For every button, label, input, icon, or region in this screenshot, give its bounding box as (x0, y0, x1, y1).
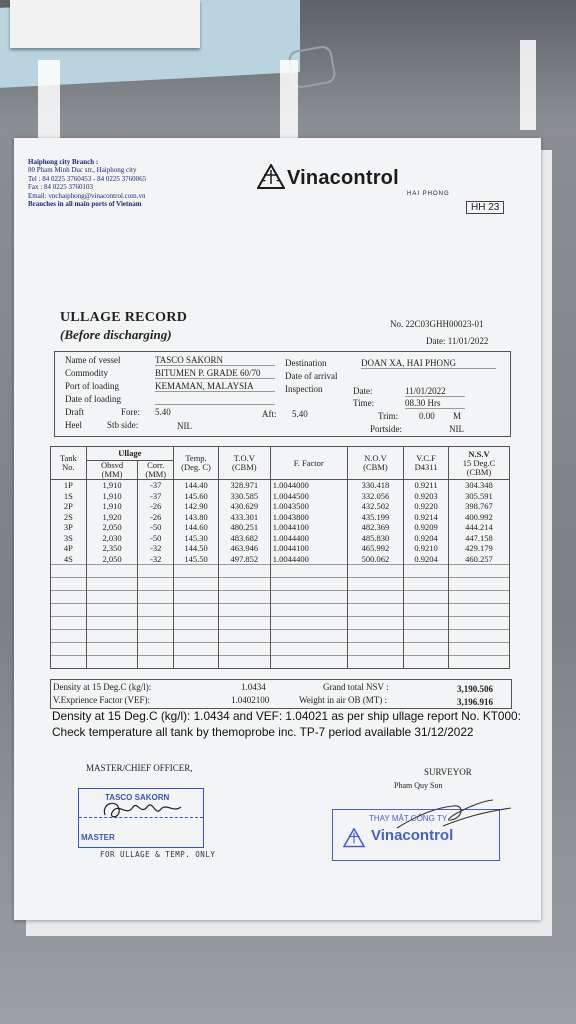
table-cell: 1.0044100 (270, 522, 347, 533)
table-cell: -50 (138, 522, 174, 533)
table-empty-cell (448, 630, 509, 643)
table-cell: 1.0044100 (270, 543, 347, 554)
light-reflection (38, 60, 60, 150)
table-empty-cell (270, 591, 347, 604)
table-empty-cell (448, 578, 509, 591)
table-cell: 444.214 (448, 522, 509, 533)
table-empty-row (51, 591, 510, 604)
table-empty-cell (218, 565, 270, 578)
insp-date-label: Date: (353, 386, 373, 396)
table-empty-cell (270, 565, 347, 578)
table-empty-cell (347, 617, 403, 630)
table-cell: 400.992 (448, 512, 509, 523)
destination-value: DOAN XA, HAI PHONG (361, 358, 496, 369)
inspection-label: Inspection (285, 384, 323, 394)
col-ullage: Ullage (86, 447, 173, 461)
table-cell: 0.9214 (404, 512, 449, 523)
trim-unit: M (453, 411, 462, 421)
port-label: Port of loading (65, 381, 119, 391)
stb-label: Stb side: (107, 420, 139, 430)
table-cell: 332.056 (347, 491, 403, 502)
vef-value: 1.0402100 (231, 695, 270, 705)
grand-total-value: 3,190.506 (457, 684, 493, 694)
time-value: 08.30 Hrs (405, 398, 465, 409)
table-empty-row (51, 578, 510, 591)
table-cell: 2P (51, 501, 87, 512)
vef-label: V.Exprience Factor (VEF): (53, 695, 151, 705)
table-row (51, 491, 510, 502)
table-cell: 330.585 (218, 491, 270, 502)
table-cell: 3P (51, 522, 87, 533)
port-value: KEMAMAN, MALAYSIA (155, 381, 275, 392)
table-empty-cell (51, 630, 87, 643)
table-cell: 1,910 (86, 480, 138, 491)
light-reflection (520, 40, 536, 130)
table-cell: 305.591 (448, 491, 509, 502)
table-cell: 485.830 (347, 533, 403, 544)
table-cell: 430.629 (218, 501, 270, 512)
table-empty-cell (174, 565, 219, 578)
time-label: Time: (353, 398, 375, 408)
table-cell: 142.90 (174, 501, 219, 512)
table-row (51, 533, 510, 544)
table-empty-cell (218, 656, 270, 669)
table-empty-cell (404, 656, 449, 669)
table-empty-cell (347, 656, 403, 669)
stamp2-logo: Vinacontrol (371, 827, 454, 844)
table-body (51, 480, 510, 669)
table-empty-cell (218, 630, 270, 643)
table-cell: 0.9210 (404, 543, 449, 554)
table-cell: 483.682 (218, 533, 270, 544)
date-loading-label: Date of loading (65, 394, 121, 404)
table-cell: 433.301 (218, 512, 270, 523)
table-cell: -37 (138, 491, 174, 502)
table-cell: 328.971 (218, 480, 270, 491)
table-cell: 1.0044500 (270, 491, 347, 502)
table-empty-cell (448, 656, 509, 669)
scale-icon (257, 164, 285, 190)
table-cell: 429.179 (448, 543, 509, 554)
vessel-value: TASCO SAKORN (155, 355, 275, 366)
draft-label: Draft (65, 407, 84, 417)
table-empty-cell (448, 643, 509, 656)
table-cell: -26 (138, 512, 174, 523)
aft-value: 5.40 (292, 409, 308, 419)
table-empty-cell (86, 617, 138, 630)
table-empty-cell (404, 565, 449, 578)
table-empty-cell (448, 565, 509, 578)
stamp-scale-icon (343, 828, 365, 848)
table-empty-row (51, 630, 510, 643)
table-empty-cell (86, 643, 138, 656)
table-cell: 460.257 (448, 554, 509, 565)
table-cell: 330.418 (347, 480, 403, 491)
table-empty-cell (174, 630, 219, 643)
table-cell: 145.60 (174, 491, 219, 502)
trim-value: 0.00 (419, 411, 435, 421)
table-empty-cell (404, 604, 449, 617)
table-empty-cell (86, 630, 138, 643)
table-empty-cell (138, 578, 174, 591)
table-empty-cell (174, 656, 219, 669)
table-cell: 143.80 (174, 512, 219, 523)
table-empty-cell (218, 591, 270, 604)
vessel-label: Name of vessel (65, 355, 121, 365)
table-empty-cell (51, 578, 87, 591)
table-cell: 2,030 (86, 533, 138, 544)
table-empty-cell (347, 565, 403, 578)
col-obsvd: Obsvd (MM) (86, 461, 138, 480)
table-empty-cell (218, 643, 270, 656)
weight-value: 3,196.916 (457, 697, 493, 707)
table-empty-cell (404, 617, 449, 630)
ullage-table (50, 446, 510, 669)
table-row (51, 554, 510, 565)
table-cell: 1S (51, 491, 87, 502)
table-header-row (51, 447, 510, 461)
logo-subtext: HAI PHONG (407, 191, 450, 197)
table-empty-cell (51, 617, 87, 630)
table-cell: 1.0044000 (270, 480, 347, 491)
table-empty-cell (86, 604, 138, 617)
table-cell: 500.062 (347, 554, 403, 565)
col-factor: F. Factor (270, 447, 347, 480)
table-cell: 145.50 (174, 554, 219, 565)
col-tank: Tank No. (51, 447, 87, 480)
table-empty-row (51, 617, 510, 630)
table-row (51, 501, 510, 512)
grand-total-label: Grand total NSV : (323, 682, 389, 692)
weight-label: Weight in air OB (MT) : (299, 695, 388, 705)
table-empty-cell (347, 630, 403, 643)
document-title: ULLAGE RECORD (60, 310, 188, 325)
destination-label: Destination (285, 358, 327, 368)
table-empty-cell (448, 591, 509, 604)
document-date: Date: 11/01/2022 (426, 336, 489, 346)
table-empty-cell (347, 578, 403, 591)
aft-label: Aft: (262, 409, 277, 419)
light-reflection (280, 60, 298, 150)
table-cell: 1.0044400 (270, 554, 347, 565)
table-empty-cell (138, 565, 174, 578)
table-empty-cell (218, 604, 270, 617)
branch-address: 80 Pham Minh Duc str., Haiphong city (28, 166, 137, 175)
table-cell: 463.946 (218, 543, 270, 554)
table-cell: 144.60 (174, 522, 219, 533)
branch-fax: Fax : 84 0225 3760103 (28, 183, 93, 192)
table-row (51, 512, 510, 523)
branch-title: Haiphong city Branch : (28, 158, 99, 166)
table-cell: 1,910 (86, 491, 138, 502)
table-cell: 1,910 (86, 501, 138, 512)
table-empty-cell (270, 630, 347, 643)
document-subtitle: (Before discharging) (60, 327, 172, 342)
table-cell: 304.348 (448, 480, 509, 491)
stamp1-top: TASCO SAKORN (105, 793, 170, 802)
table-empty-cell (218, 617, 270, 630)
table-cell: -26 (138, 501, 174, 512)
table-empty-cell (138, 617, 174, 630)
table-cell: 435.199 (347, 512, 403, 523)
branch-network: Branches in all main ports of Vietnam (28, 200, 142, 209)
table-cell: 2S (51, 512, 87, 523)
note-density: Density at 15 Deg.C (kg/l): 1.0434 and VEF: 1.04021 as per ship ullage report No. KT000: (52, 709, 521, 723)
table-empty-cell (270, 617, 347, 630)
table-cell: 4S (51, 554, 87, 565)
portside-label: Portside: (370, 424, 403, 434)
table-cell: 465.992 (347, 543, 403, 554)
surveyor-stamp (332, 809, 500, 861)
table-empty-cell (347, 591, 403, 604)
table-cell: 1,920 (86, 512, 138, 523)
table-empty-cell (138, 656, 174, 669)
table-cell: 144.40 (174, 480, 219, 491)
table-cell: 0.9203 (404, 491, 449, 502)
table-empty-row (51, 656, 510, 669)
table-row (51, 480, 510, 491)
table-empty-cell (347, 643, 403, 656)
form-code: HH 23 (466, 201, 504, 214)
document-number: No. 22C03GHH00023-01 (390, 319, 484, 329)
table-empty-cell (51, 591, 87, 604)
table-cell: 2,050 (86, 554, 138, 565)
col-nsv: N.S.V 15 Deg.C (CBM) (448, 447, 509, 480)
table-cell: 3S (51, 533, 87, 544)
vessel-info-box (54, 351, 511, 437)
handwritten-note: FOR ULLAGE & TEMP. ONLY (100, 850, 216, 859)
table-cell: -32 (138, 543, 174, 554)
table-cell: 145.30 (174, 533, 219, 544)
branch-email: Email: vnchaiphong@vinacontrol.com.vn (28, 191, 146, 200)
totals-box (50, 679, 512, 709)
col-vcf: V.C.F D4311 (404, 447, 449, 480)
commodity-label: Commodity (65, 368, 109, 378)
stamp1-bottom: MASTER (81, 833, 115, 842)
table-empty-cell (138, 643, 174, 656)
table-cell: -37 (138, 480, 174, 491)
portside-value: NIL (449, 424, 464, 434)
stb-value: NIL (177, 421, 192, 431)
table-empty-row (51, 604, 510, 617)
table-cell: 2,050 (86, 522, 138, 533)
col-nov: N.O.V (CBM) (347, 447, 403, 480)
ullage-record-document (14, 138, 541, 920)
arrival-label: Date of arrival (285, 371, 338, 381)
table-cell: 447.158 (448, 533, 509, 544)
table-empty-cell (138, 630, 174, 643)
table-cell: 497.852 (218, 554, 270, 565)
branch-tel: Tel : 84 0225 3760453 - 84 0225 3760065 (28, 174, 147, 183)
table-empty-cell (138, 604, 174, 617)
col-tov: T.O.V (CBM) (218, 447, 270, 480)
table-cell: 482.369 (347, 522, 403, 533)
table-cell: 432.502 (347, 501, 403, 512)
table-empty-cell (51, 565, 87, 578)
table-empty-cell (448, 604, 509, 617)
master-signature (97, 793, 187, 825)
fore-value: 5.40 (155, 407, 171, 417)
master-stamp (78, 788, 204, 848)
table-empty-cell (174, 591, 219, 604)
table-cell: -50 (138, 533, 174, 544)
table-cell: 398.767 (448, 501, 509, 512)
table-cell: 0.9204 (404, 533, 449, 544)
table-empty-cell (270, 578, 347, 591)
table-empty-cell (404, 643, 449, 656)
table-empty-cell (404, 578, 449, 591)
table-row (51, 543, 510, 554)
table-empty-cell (174, 578, 219, 591)
commodity-value: BITUMEN P. GRADE 60/70 (155, 368, 275, 379)
col-temp: Temp. (Deg. C) (174, 447, 219, 480)
table-empty-cell (218, 578, 270, 591)
surveyor-signature (393, 798, 513, 838)
note-temperature: Check temperature all tank by themoprobe inc. TP-7 period available 31/12/2022 (52, 725, 474, 739)
density-value: 1.0434 (241, 682, 266, 692)
master-label: MASTER/CHIEF OFFICER, (86, 763, 193, 773)
table-cell: 0.9204 (404, 554, 449, 565)
table-cell: 2,350 (86, 543, 138, 554)
table-empty-cell (270, 656, 347, 669)
density-label: Density at 15 Deg.C (kg/l): (53, 682, 152, 692)
table-empty-cell (86, 591, 138, 604)
table-empty-cell (51, 656, 87, 669)
table-cell: 1P (51, 480, 87, 491)
table-empty-cell (86, 578, 138, 591)
table-empty-cell (174, 604, 219, 617)
logo-text: Vinacontrol (287, 167, 399, 189)
col-corr: Corr. (MM) (138, 461, 174, 480)
table-empty-cell (270, 643, 347, 656)
table-cell: 1.0043500 (270, 501, 347, 512)
fore-label: Fore: (121, 407, 140, 417)
background-paper (10, 0, 200, 48)
table-cell: -32 (138, 554, 174, 565)
table-cell: 0.9209 (404, 522, 449, 533)
table-empty-cell (270, 604, 347, 617)
table-cell: 1.0044400 (270, 533, 347, 544)
date-loading-value (155, 394, 275, 405)
surveyor-name: Pham Quy Son (394, 781, 443, 790)
table-cell: 144.50 (174, 543, 219, 554)
table-empty-cell (448, 617, 509, 630)
insp-date-value: 11/01/2022 (405, 386, 465, 397)
table-cell: 0.9211 (404, 480, 449, 491)
vinacontrol-logo (257, 164, 450, 197)
trim-label: Trim: (378, 411, 399, 421)
table-empty-cell (51, 643, 87, 656)
table-empty-row (51, 643, 510, 656)
table-empty-cell (347, 604, 403, 617)
table-cell: 4P (51, 543, 87, 554)
table-empty-cell (138, 591, 174, 604)
table-empty-cell (51, 604, 87, 617)
table-empty-cell (404, 630, 449, 643)
surveyor-label: SURVEYOR (424, 767, 472, 777)
table-empty-row (51, 565, 510, 578)
table-row (51, 522, 510, 533)
stamp2-top: THAY MẶT CÔNG TY (369, 814, 448, 823)
table-empty-cell (404, 591, 449, 604)
branch-info (28, 158, 146, 208)
table-empty-cell (86, 565, 138, 578)
table-empty-cell (174, 617, 219, 630)
table-cell: 1.0043800 (270, 512, 347, 523)
table-cell: 480.251 (218, 522, 270, 533)
table-empty-cell (86, 656, 138, 669)
table-empty-cell (174, 643, 219, 656)
heel-label: Heel (65, 420, 82, 430)
table-cell: 0.9220 (404, 501, 449, 512)
